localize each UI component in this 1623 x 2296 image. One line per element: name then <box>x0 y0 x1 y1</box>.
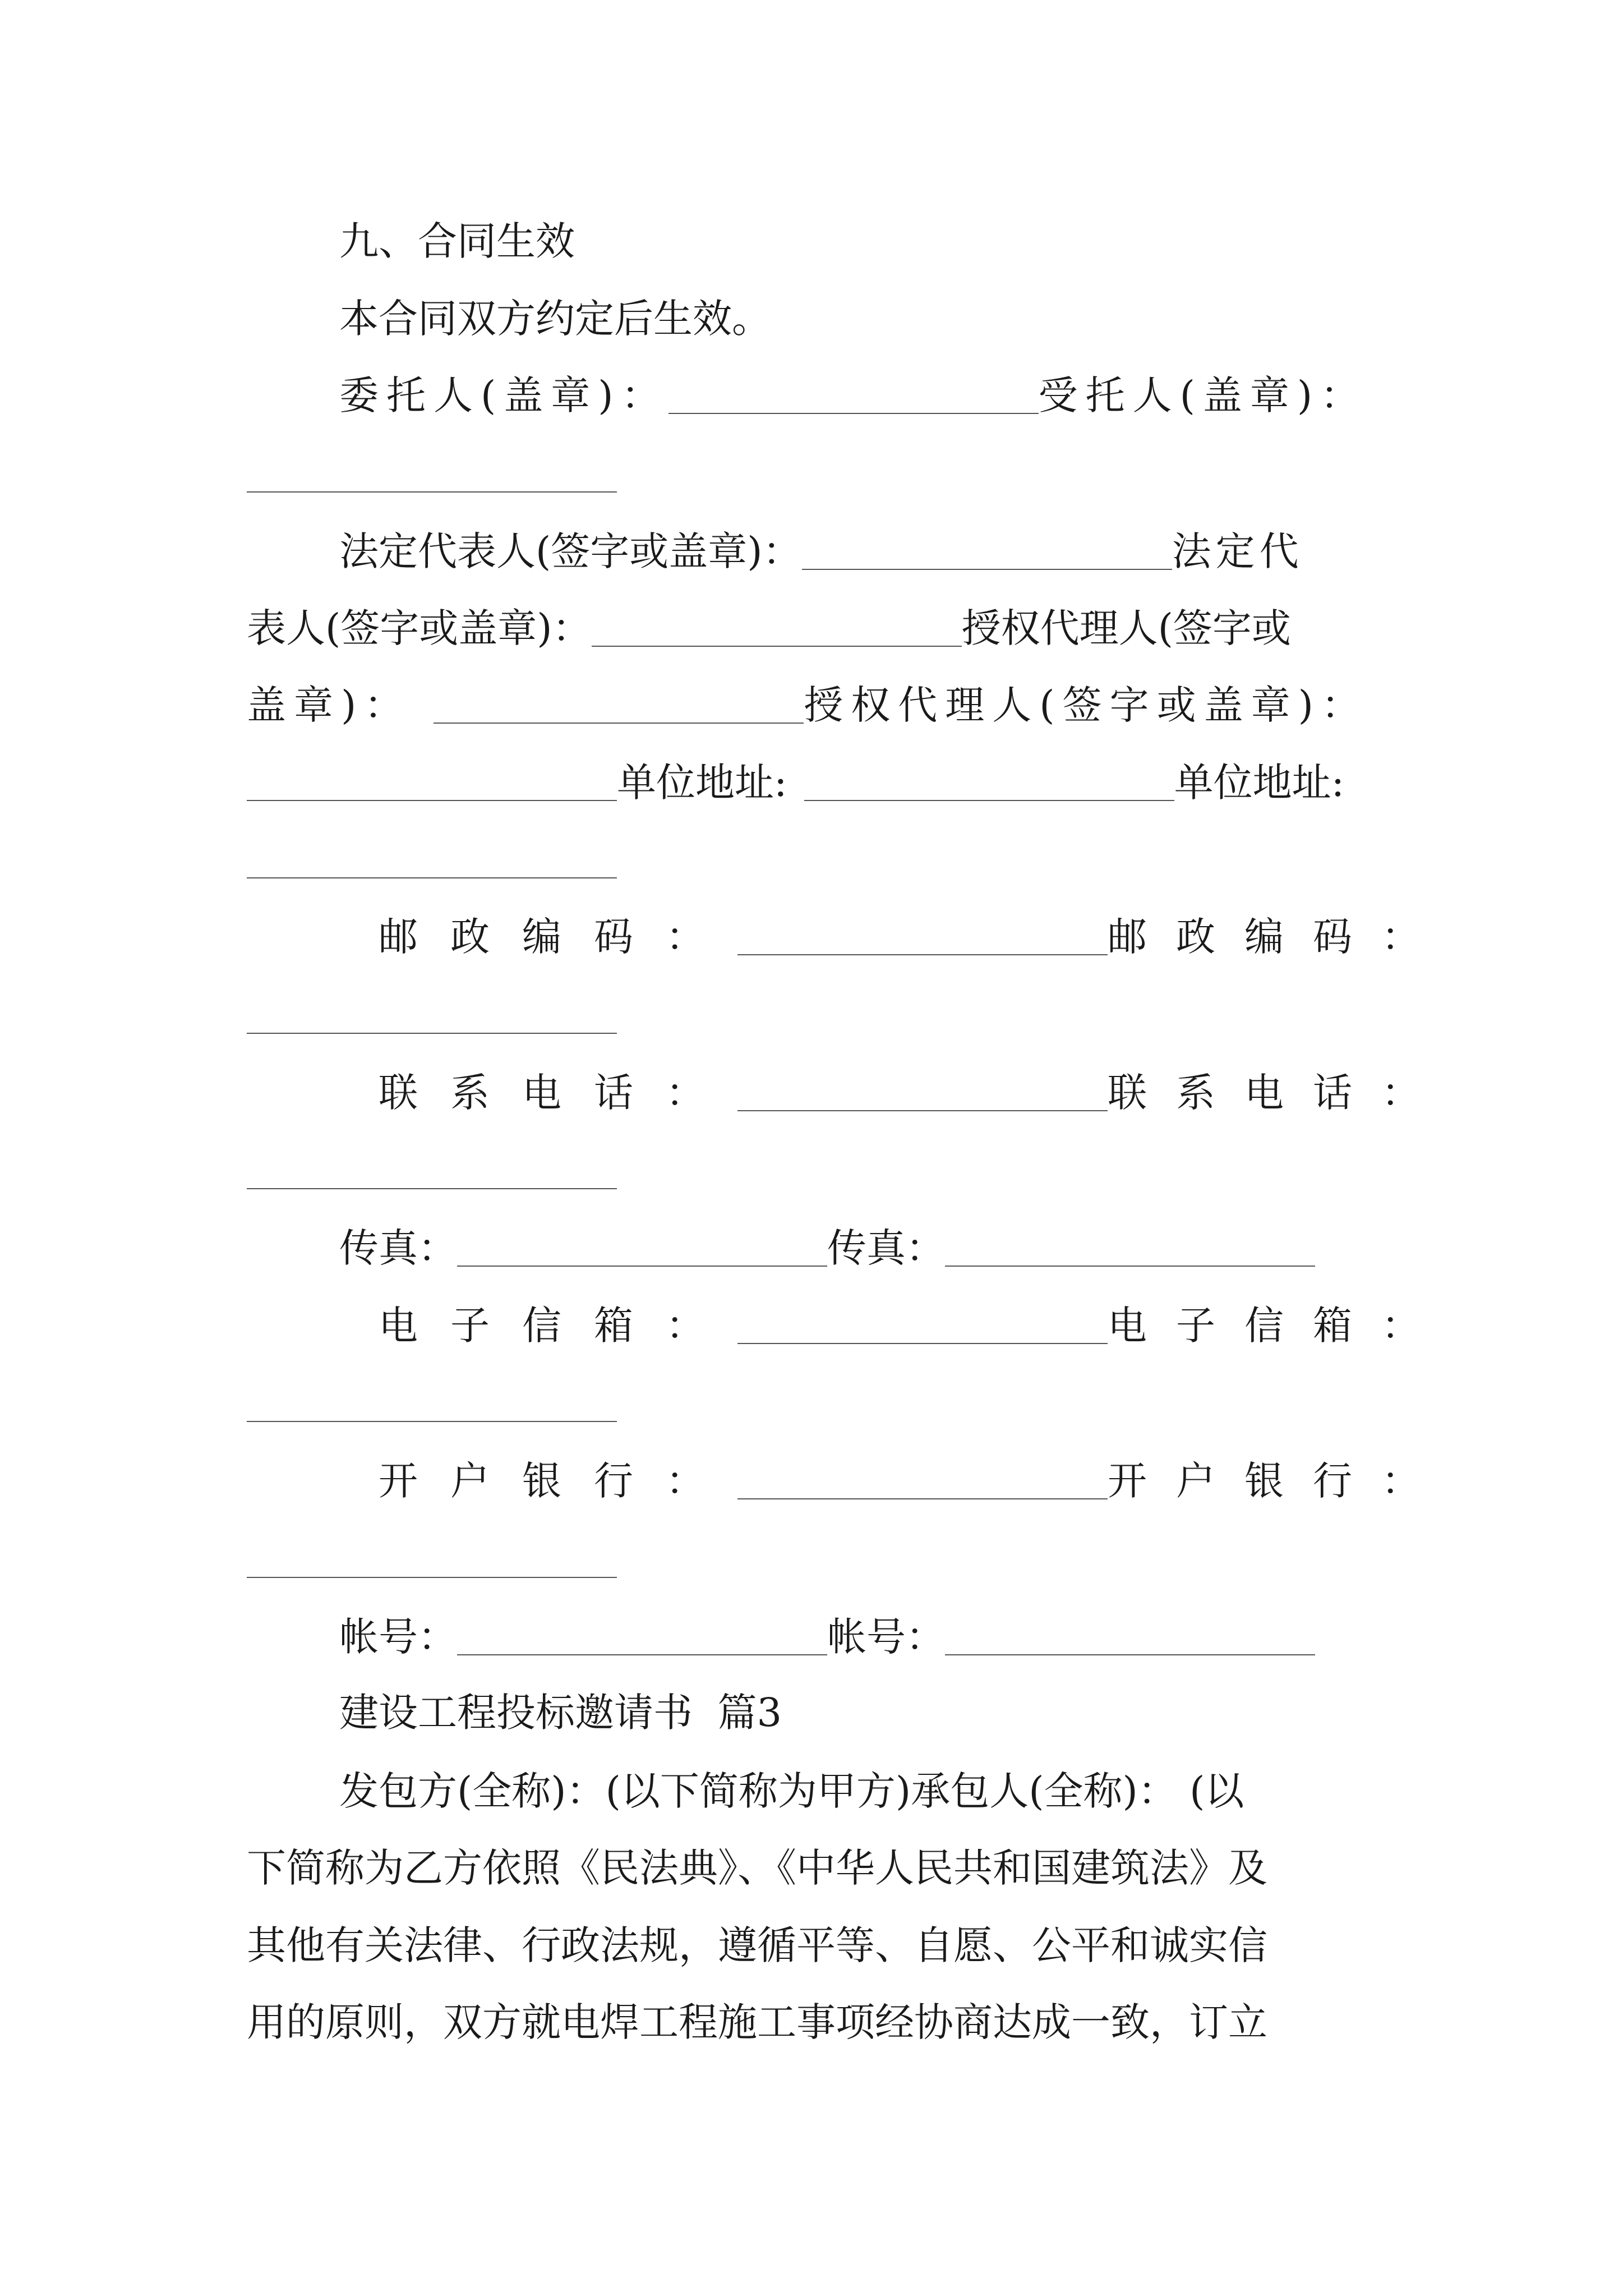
phone-b-label: 联系电话： <box>1108 1070 1450 1116</box>
legal-rep-b-blank <box>592 646 962 647</box>
phone-continuation <box>247 1140 1391 1202</box>
bank-a-label: 开户银行： <box>379 1458 737 1504</box>
agent-seal-label: 受托人(盖章)： <box>1038 372 1368 418</box>
address-a-label: 单位地址: <box>617 760 787 806</box>
email-continuation <box>247 1373 1391 1434</box>
account-a-label: 帐号： <box>339 1614 457 1660</box>
postal-line <box>247 906 1450 968</box>
fax-line <box>247 1217 1391 1279</box>
legal-rep-a-label: 法定代表人(签字或盖章)： <box>339 528 802 574</box>
bank-line <box>247 1450 1450 1512</box>
bank-b-blank <box>247 1577 617 1578</box>
address-b-blank <box>247 877 617 878</box>
legal-rep-line-2 <box>247 597 1391 659</box>
address-continuation <box>247 829 1391 891</box>
seal-line <box>247 365 1391 426</box>
postal-a-blank <box>737 954 1108 955</box>
paragraph-text-3: 其他有关法律、行政法规，遵循平等、自愿、公平和诚实信 <box>247 1922 1267 1968</box>
paragraph-line-1 <box>247 1760 1391 1822</box>
email-a-label: 电子信箱： <box>379 1303 737 1349</box>
address-a-blank <box>804 800 1174 801</box>
paragraph-line-3 <box>247 1915 1391 1976</box>
bank-a-blank <box>737 1498 1108 1499</box>
paragraph-text-1: 发包方(全称)：(以下简称为甲方)承包人(全称)： (以 <box>339 1768 1244 1814</box>
clause-line <box>247 288 1391 349</box>
phone-a-label: 联系电话： <box>379 1070 737 1116</box>
auth-agent-a-blank <box>434 723 804 724</box>
auth-agent-b-label: 授权代理人(签字或盖章)： <box>804 682 1368 728</box>
client-seal-label: 委托人(盖章)： <box>339 372 668 418</box>
fax-b-blank <box>945 1266 1315 1267</box>
account-a-blank <box>457 1654 827 1655</box>
auth-agent-b-blank <box>247 800 617 801</box>
legal-rep-a-blank <box>802 569 1172 570</box>
phone-b-blank <box>247 1188 617 1189</box>
account-b-blank <box>945 1654 1315 1655</box>
section-heading <box>247 210 1391 272</box>
postal-b-blank <box>247 1033 617 1034</box>
paragraph-line-4 <box>247 1991 1391 2053</box>
auth-agent-a-label-part2: 盖章)： <box>247 682 412 728</box>
phone-line <box>247 1062 1450 1124</box>
effective-clause: 本合同双方约定后生效。 <box>339 296 771 342</box>
agent-seal-blank <box>247 491 617 493</box>
address-b-label: 单位地址: <box>1174 760 1345 806</box>
fax-a-label: 传真： <box>339 1225 457 1271</box>
auth-agent-line <box>247 674 1391 736</box>
account-line <box>247 1606 1391 1668</box>
section-nine-heading: 九、合同生效 <box>339 218 575 264</box>
bank-continuation <box>247 1529 1391 1590</box>
legal-rep-b-label-part2: 表人(签字或盖章)： <box>247 605 592 651</box>
legal-rep-line-1 <box>247 521 1391 582</box>
client-seal-blank <box>668 413 1039 414</box>
postal-a-label: 邮政编码： <box>379 914 737 960</box>
account-b-label: 帐号： <box>827 1614 945 1660</box>
fax-b-label: 传真： <box>827 1225 945 1271</box>
postal-b-label: 邮政编码： <box>1108 914 1450 960</box>
legal-rep-b-label-part1: 法定代 <box>1172 528 1303 574</box>
article-title: 建设工程投标邀请书 篇3 <box>339 1690 782 1736</box>
postal-continuation <box>247 984 1391 1046</box>
email-b-label: 电子信箱： <box>1108 1303 1450 1349</box>
article-title-line <box>247 1682 1391 1743</box>
paragraph-line-2 <box>247 1837 1391 1899</box>
auth-agent-a-label-part1: 授权代理人(签字或 <box>961 605 1291 651</box>
email-b-blank <box>247 1421 617 1422</box>
seal-continuation <box>247 443 1391 505</box>
bank-b-label: 开户银行： <box>1108 1458 1450 1504</box>
email-line <box>247 1295 1450 1356</box>
email-a-blank <box>737 1343 1108 1344</box>
fax-a-blank <box>457 1266 827 1267</box>
phone-a-blank <box>737 1110 1108 1111</box>
paragraph-text-2: 下简称为乙方依照《民法典》、《中华人民共和国建筑法》及 <box>247 1845 1267 1891</box>
address-line <box>247 752 1391 813</box>
paragraph-text-4: 用的原则，双方就电焊工程施工事项经协商达成一致，订立 <box>247 1999 1267 2045</box>
